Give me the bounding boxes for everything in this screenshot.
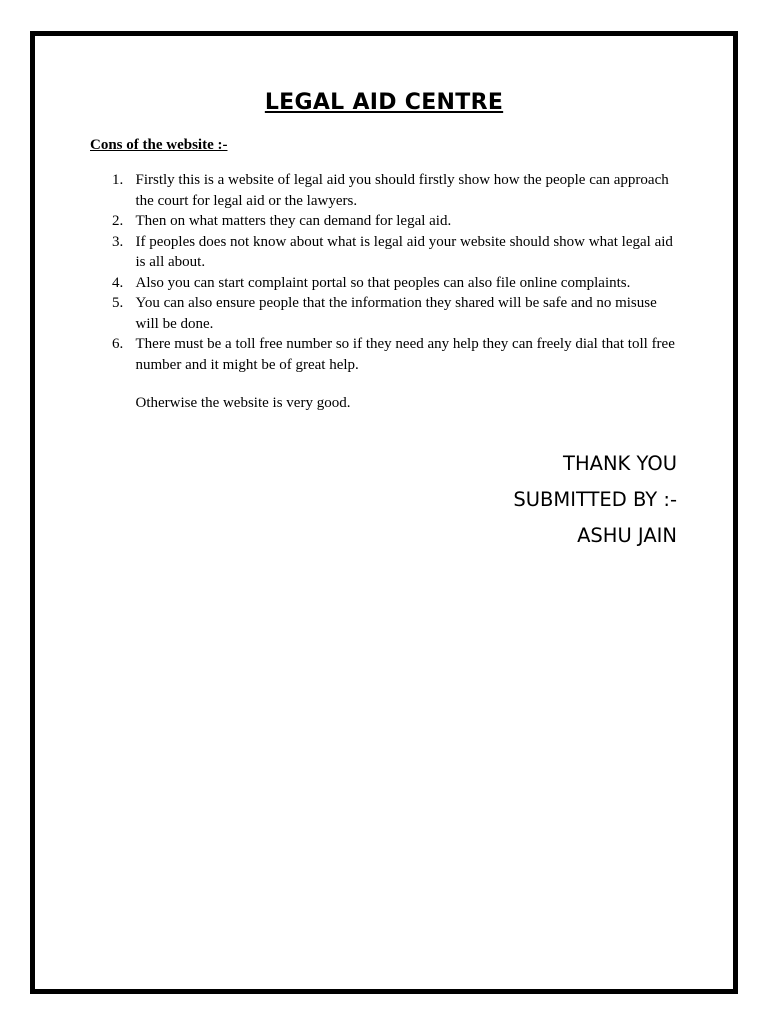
- submitted-by-label: SUBMITTED BY :-: [513, 488, 677, 511]
- list-item: [90, 293, 682, 334]
- list-item-number: 6.: [112, 336, 124, 352]
- list-item-number: 4.: [112, 274, 124, 291]
- list-item-number: 5.: [112, 295, 124, 311]
- list-item-number: 1.: [112, 172, 124, 188]
- list-item: [90, 273, 682, 294]
- closing-note: Otherwise the website is very good.: [135, 395, 351, 411]
- list-item: [90, 211, 682, 232]
- list-item-text: Also you can start complaint portal so that peoples can also file online complaints.: [135, 274, 631, 291]
- list-item-text: There must be a toll free number so if they need any help they can freely dial that toll free number and it might be of great help.: [135, 336, 675, 373]
- list-item: [90, 334, 682, 375]
- list-item-text: You can also ensure people that the information they shared will be safe and no misuse will be done.: [135, 295, 657, 332]
- list-item: [90, 232, 682, 273]
- section-heading: Cons of the website :-: [90, 137, 228, 153]
- document-title: LEGAL AID CENTRE: [264, 90, 504, 115]
- list-item-number: 3.: [112, 233, 124, 250]
- author-name: ASHU JAIN: [577, 524, 677, 547]
- list-item-text: Then on what matters they can demand for legal aid.: [135, 213, 452, 229]
- thank-you-text: THANK YOU: [563, 452, 677, 475]
- cons-list: [90, 170, 682, 375]
- list-item-text: If peoples does not know about what is legal aid your website should show what legal aid is all about.: [135, 233, 673, 270]
- list-item-text: Firstly this is a website of legal aid you should firstly show how the people can approach the court for legal aid or the lawyers.: [135, 172, 669, 209]
- list-item-number: 2.: [112, 213, 124, 229]
- list-item: [90, 170, 682, 211]
